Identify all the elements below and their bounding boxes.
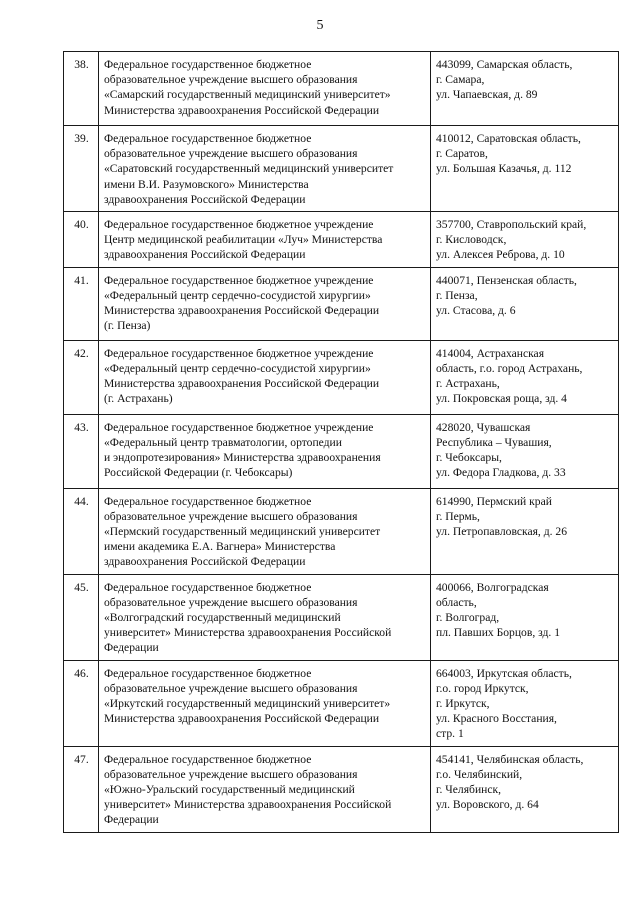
institution-name-line: здравоохранения Российской Федерации [104,192,306,206]
table-row [64,488,619,574]
row-number: 47. [64,746,99,832]
address-cell [431,212,619,268]
institution-name-line: Министерства здравоохранения Российской Федерации [104,103,380,117]
institution-name-line: «Пермский государственный медицинский университет [104,525,381,539]
institution-name-line: университет» Министерства здравоохранения Российской [104,626,392,640]
address-line: 410012, Саратовская область, [436,132,581,145]
institution-name-line: здравоохранения Российской Федерации [104,248,306,262]
address-cell [431,267,619,340]
institution-name-line: имени В.И. Разумовского» Министерства [104,177,309,191]
address-line: г.о. Челябинский, [436,767,523,781]
institution-name-cell [99,52,431,126]
table-row [64,212,619,268]
institution-name-line: Федеральное государственное бюджетное учреждение [104,420,374,434]
address-line: ул. Воровского, д. 64 [436,798,539,812]
address-line: область, [436,595,477,609]
row-number: 46. [64,660,99,746]
institution-name-cell [99,746,431,832]
institution-name-line: Министерства здравоохранения Российской Федерации [104,712,380,726]
institution-name-cell [99,414,431,488]
row-number: 45. [64,574,99,660]
institution-name-line: образовательное учреждение высшего образования [104,681,358,695]
table-row [64,746,619,832]
address-line: 454141, Челябинская область, [436,752,584,766]
institution-name-line: Центр медицинской реабилитации «Луч» Министерства [104,233,383,247]
address-cell [431,340,619,414]
institutions-table-body [64,52,619,833]
table-row [64,52,619,126]
institution-name-line: и эндопротезирования» Министерства здравоохранения [104,451,381,465]
institution-name-line: «Иркутский государственный медицинский университет» [104,697,391,711]
institution-name-cell [99,574,431,660]
address-line: ул. Алексея Реброва, д. 10 [436,248,565,262]
row-number: 44. [64,488,99,574]
institution-name-line: образовательное учреждение высшего образования [104,73,358,87]
address-line: 443099, Самарская область, [436,58,573,71]
institution-name-line: Федерации [104,813,159,827]
address-line: г. Челябинск, [436,783,502,797]
address-cell [431,660,619,746]
institution-name-line: университет» Министерства здравоохранения Российской [104,798,392,812]
institution-name-cell [99,212,431,268]
institution-name-line: «Федеральный центр сердечно-сосудистой хирургии» [104,288,371,302]
institution-name-line: образовательное учреждение высшего образования [104,509,358,523]
row-number: 42. [64,340,99,414]
institution-name-cell [99,488,431,574]
table-row [64,574,619,660]
address-line: 428020, Чувашская [436,420,531,434]
institution-name-line: Федеральное государственное бюджетное [104,58,312,71]
institution-name-line: Министерства здравоохранения Российской Федерации [104,304,380,318]
institution-name-line: Федеральное государственное бюджетное учреждение [104,218,374,232]
institution-name-cell [99,660,431,746]
institution-name-line: (г. Пенза) [104,319,151,333]
institution-name-line: «Самарский государственный медицинский университет» [104,88,391,102]
address-cell [431,126,619,212]
institution-name-cell [99,126,431,212]
address-line: г. Саратов, [436,147,488,161]
address-line: пл. Павших Борцов, зд. 1 [436,626,560,640]
institution-name-line: Федерации [104,641,159,655]
address-line: ул. Покровская роща, зд. 4 [436,392,567,406]
row-number: 39. [64,126,99,212]
institution-name-line: образовательное учреждение высшего образования [104,147,358,161]
institution-name-line: Федеральное государственное бюджетное [104,666,312,680]
address-line: ул. Петропавловская, д. 26 [436,525,568,539]
institution-name-line: образовательное учреждение высшего образования [104,767,358,781]
address-line: г. Пенза, [436,288,478,302]
institution-name-line: Федеральное государственное бюджетное [104,494,312,508]
address-line: 400066, Волгоградская [436,580,549,594]
address-line: Республика – Чувашия, [436,435,552,449]
address-cell [431,574,619,660]
table-row [64,660,619,746]
institution-name-line: «Южно-Уральский государственный медицинский [104,783,355,797]
address-line: ул. Стасова, д. 6 [436,304,516,318]
address-line: 440071, Пензенская область, [436,273,577,287]
institution-name-line: Федеральное государственное бюджетное [104,752,312,766]
institution-name-line: (г. Астрахань) [104,392,173,406]
institution-name-cell [99,340,431,414]
table-row [64,267,619,340]
address-line: ул. Красного Восстания, [436,712,557,726]
address-line: ул. Федора Гладкова, д. 33 [436,466,566,480]
institution-name-line: «Федеральный центр сердечно-сосудистой хирургии» [104,361,371,375]
address-cell [431,414,619,488]
address-line: г. Волгоград, [436,611,500,625]
address-line: г. Чебоксары, [436,451,502,465]
address-line: ул. Большая Казачья, д. 112 [436,162,572,176]
row-number: 41. [64,267,99,340]
address-cell [431,488,619,574]
table-row [64,126,619,212]
institution-name-line: имени академика Е.А. Вагнера» Министерства [104,540,336,554]
address-cell [431,746,619,832]
address-line: стр. 1 [436,727,464,741]
page-number: 5 [316,18,324,33]
address-line: ул. Чапаевская, д. 89 [436,88,538,102]
institution-name-line: образовательное учреждение высшего образования [104,595,358,609]
row-number: 40. [64,212,99,268]
address-line: 664003, Иркутская область, [436,666,572,680]
address-line: г. Астрахань, [436,377,500,391]
institution-name-line: Российской Федерации (г. Чебоксары) [104,466,293,480]
row-number: 43. [64,414,99,488]
institution-name-cell [99,267,431,340]
table-row [64,340,619,414]
institution-name-line: «Саратовский государственный медицинский университет [104,162,394,176]
address-line: г.о. город Иркутск, [436,681,529,695]
institution-name-line: здравоохранения Российской Федерации [104,555,306,569]
row-number: 38. [64,52,99,126]
address-line: 357700, Ставропольский край, [436,218,587,232]
institution-name-line: «Волгоградский государственный медицинский [104,611,341,625]
address-line: 414004, Астраханская [436,346,545,360]
address-line: г. Иркутск, [436,697,490,711]
institution-name-line: Федеральное государственное бюджетное учреждение [104,273,374,287]
address-line: область, г.о. город Астрахань, [436,361,583,375]
institutions-table [63,51,619,833]
institution-name-line: «Федеральный центр травматологии, ортопедии [104,435,342,449]
institution-name-line: Федеральное государственное бюджетное учреждение [104,346,374,360]
table-row [64,414,619,488]
institution-name-line: Министерства здравоохранения Российской Федерации [104,377,380,391]
institution-name-line: Федеральное государственное бюджетное [104,580,312,594]
address-line: г. Кисловодск, [436,233,507,247]
address-cell [431,52,619,126]
institution-name-line: Федеральное государственное бюджетное [104,132,312,145]
address-line: г. Самара, [436,73,485,87]
address-line: г. Пермь, [436,509,480,523]
address-line: 614990, Пермский край [436,494,552,508]
